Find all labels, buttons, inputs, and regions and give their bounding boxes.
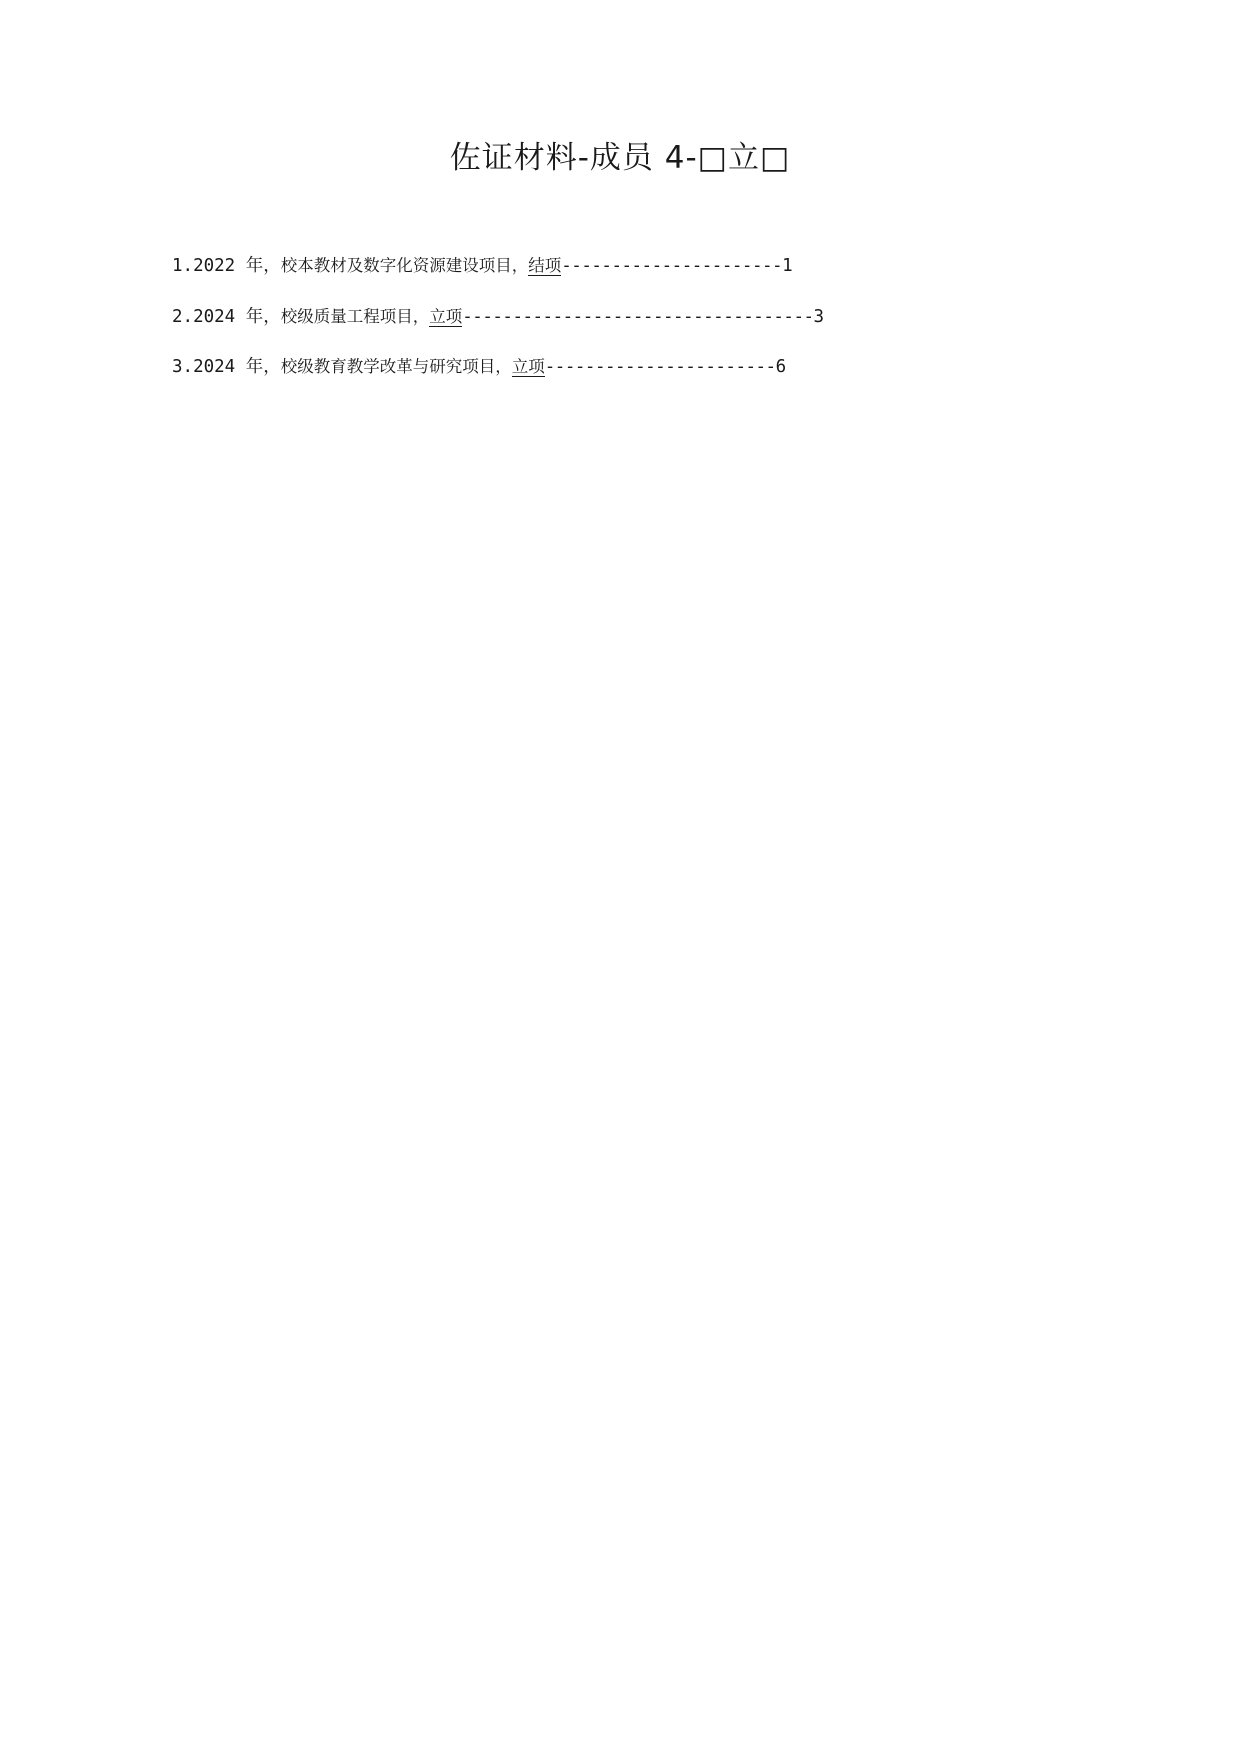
toc-item-text: 校级教育教学改革与研究项目， bbox=[280, 357, 512, 376]
toc-item-year: 2024 年， bbox=[193, 357, 281, 377]
toc-item-status: 立项 bbox=[429, 306, 463, 326]
toc-item-status: 结项 bbox=[528, 256, 562, 275]
toc-item-page: 3 bbox=[813, 306, 825, 327]
list-item bbox=[172, 306, 932, 327]
toc-item-status: 立项 bbox=[511, 357, 545, 376]
page-title: 佐证材料-成员 4-□立□ bbox=[449, 140, 791, 176]
toc-item-index: 3. bbox=[172, 357, 194, 377]
toc-item-leader: ----------------------- bbox=[544, 357, 776, 377]
toc-item-leader: ----------------------------------- bbox=[462, 306, 814, 327]
toc-item-index: 1. bbox=[172, 256, 194, 276]
toc-item-leader: ---------------------- bbox=[561, 256, 783, 276]
table-of-contents bbox=[172, 258, 932, 410]
list-item bbox=[172, 359, 932, 377]
toc-item-year: 2024 年， bbox=[193, 306, 281, 327]
toc-item-year: 2022 年， bbox=[193, 256, 281, 276]
toc-item-text: 校级质量工程项目， bbox=[280, 306, 430, 326]
list-item bbox=[172, 258, 932, 276]
toc-item-page: 1 bbox=[782, 256, 793, 276]
toc-item-index: 2. bbox=[172, 306, 194, 327]
toc-item-text: 校本教材及数字化资源建设项目， bbox=[280, 256, 529, 275]
toc-item-page: 6 bbox=[775, 357, 787, 377]
